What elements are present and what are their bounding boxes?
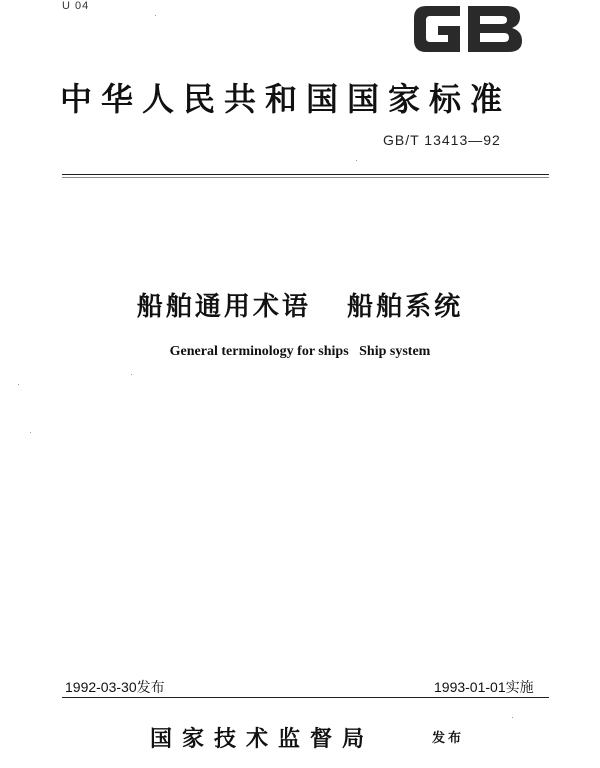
effective-date: 1993-01-01实施 <box>434 679 534 695</box>
header-divider-thin <box>62 177 549 178</box>
scan-speck <box>155 15 156 16</box>
gb-logo <box>408 0 526 58</box>
document-title-chinese: 船舶通用术语 船舶系统 <box>136 292 464 322</box>
standard-number: GB/T 13413—92 <box>383 132 501 148</box>
scan-speck <box>30 432 31 433</box>
issue-date: 1992-03-30发布 <box>65 679 165 695</box>
footer-divider <box>62 697 549 698</box>
gb-logo-text: GB <box>408 0 410 1</box>
issuing-authority-suffix: 发布 <box>432 731 465 746</box>
classification-code: U 04 <box>62 0 90 12</box>
scan-speck <box>512 717 513 718</box>
scan-speck <box>131 374 132 375</box>
scan-speck <box>356 160 357 161</box>
standard-title: 中华人民共和国国家标准 <box>60 80 512 118</box>
scan-speck <box>18 384 19 385</box>
document-title-english: General terminology for ships Ship system <box>169 344 431 359</box>
header-divider <box>62 174 549 175</box>
issuing-authority: 国家技术监督局 <box>150 726 375 752</box>
gb-logo-graphic <box>408 0 526 58</box>
